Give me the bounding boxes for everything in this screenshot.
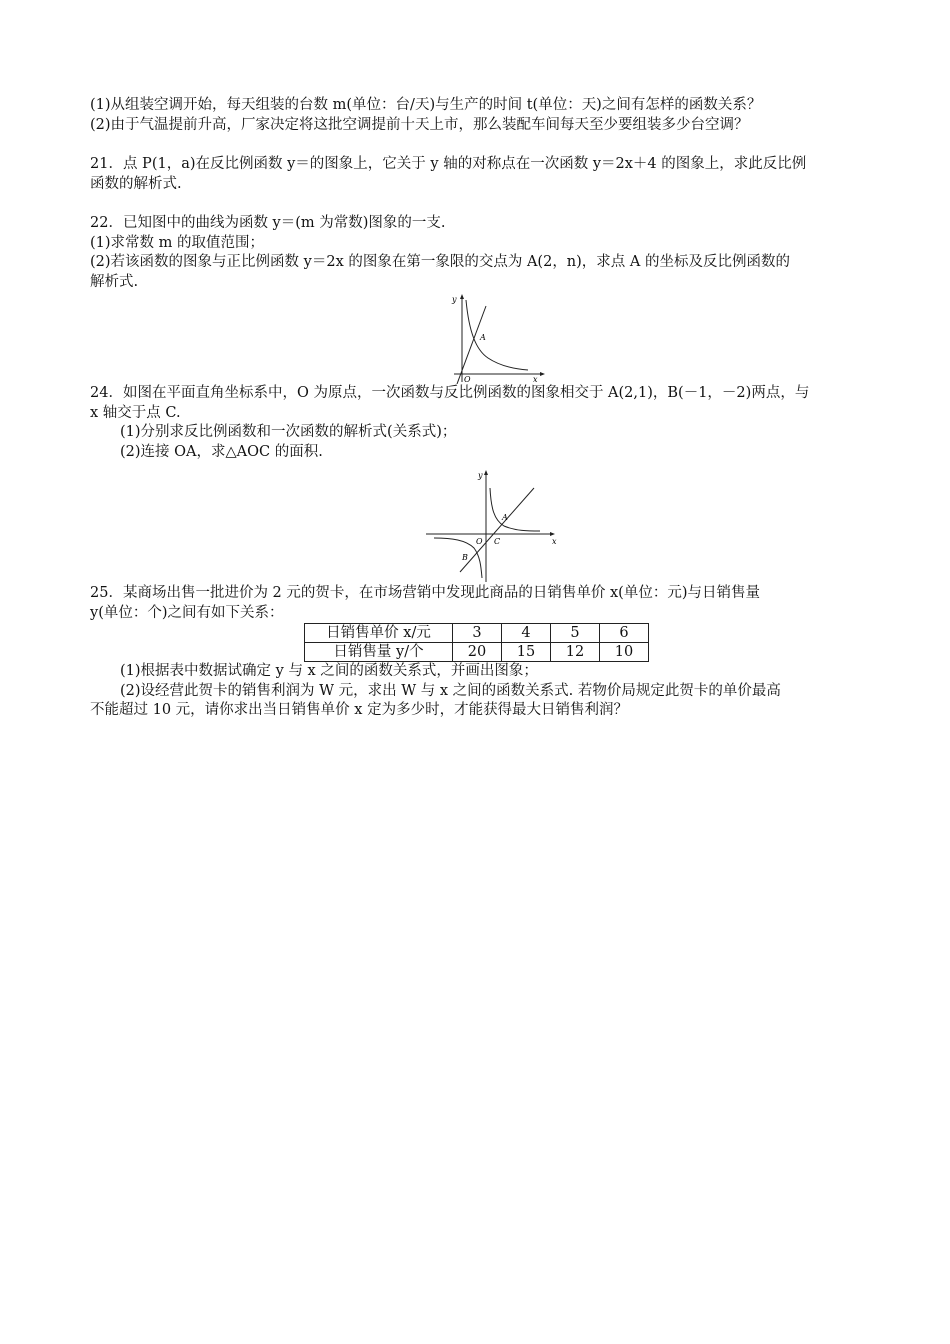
q24-part1: (1)分别求反比例函数和一次函数的解析式(关系式)； [120, 424, 457, 440]
q25-line2: y(单位：个)之间有如下关系： [90, 604, 284, 621]
table-cell: 20 [453, 643, 502, 662]
q24-label-x: x [552, 537, 557, 546]
q22-x-arrow [540, 372, 545, 376]
worksheet-page [90, 96, 862, 721]
table-cell: 6 [600, 624, 649, 643]
q24-x-arrow [550, 532, 555, 536]
q25-part1: (1)根据表中数据试确定 y 与 x 之间的函数关系式，并画出图象； [120, 663, 538, 679]
table-cell: 10 [600, 643, 649, 662]
q24-graph [424, 468, 564, 584]
table-row [305, 643, 649, 662]
q24-line1: 24．如图在平面直角坐标系中，O 为原点，一次函数与反比例函数的图象相交于 A(2,1)，B(－1，－2)两点，与 [90, 385, 810, 401]
q22-line [457, 306, 486, 384]
table-cell: 4 [502, 624, 551, 643]
q25-line1: 25．某商场出售一批进价为 2 元的贺卡，在市场营销中发现此商品的日销售单价 x(单位：元)与日销售量 [90, 585, 760, 601]
q22-figure [90, 292, 862, 384]
q22-graph [442, 292, 562, 384]
q20-part2: (2)由于气温提前升高，厂家决定将这批空调提前十天上市，那么装配车间每天至少要组装多少台空调？ [90, 116, 749, 133]
q24-label-a: A [502, 513, 508, 522]
table-row [305, 624, 649, 643]
q22-label-x: x [533, 375, 538, 384]
q24-label-y: y [478, 471, 483, 480]
q21-line2: 函数的解析式. [90, 175, 182, 192]
q20-part1: (1)从组装空调开始，每天组装的台数 m(单位：台/天)与生产的时间 t(单位：天)之间有怎样的函数关系？ [90, 97, 762, 113]
q24-label-c: C [494, 537, 501, 546]
q22-stem: 22．已知图中的曲线为函数 y＝(m 为常数)图象的一支. [90, 215, 446, 231]
q24-line2: x 轴交于点 C. [90, 404, 181, 421]
q22-label-a: A [480, 333, 486, 342]
q24-y-arrow [484, 470, 488, 475]
q24-figure [90, 462, 862, 584]
table-cell: 5 [551, 624, 600, 643]
q24-label-o: O [476, 537, 483, 546]
q22-y-arrow [460, 294, 464, 299]
table-header-volume: 日销售量 y/个 [305, 643, 453, 662]
q25-part2-line1: (2)设经营此贺卡的销售利润为 W 元，求出 W 与 x 之间的函数关系式. 若物价局规定此贺卡的单价最高 [120, 682, 781, 699]
table-cell: 3 [453, 624, 502, 643]
q22-label-o: O [464, 375, 471, 384]
table-cell: 12 [551, 643, 600, 662]
q22-part2-line1: (2)若该函数的图象与正比例函数 y＝2x 的图象在第一象限的交点为 A(2，n)，求点 A 的坐标及反比例函数的 [90, 254, 790, 270]
q21-line1: 21．点 P(1，a)在反比例函数 y＝的图象上，它关于 y 轴的对称点在一次函数 y＝2x＋4 的图象上，求此反比例 [90, 156, 807, 172]
q24-part2: (2)连接 OA，求△AOC 的面积. [120, 443, 323, 460]
q22-label-y: y [452, 295, 457, 304]
table-cell: 15 [502, 643, 551, 662]
q22-part1: (1)求常数 m 的取值范围； [90, 234, 265, 251]
sales-table [304, 623, 649, 662]
q24-label-b: B [462, 553, 468, 562]
q22-part2-line2: 解析式. [90, 273, 139, 290]
q25-part2-line2: 不能超过 10 元，请你求出当日销售单价 x 定为多少时，才能获得最大日销售利润？ [90, 702, 629, 718]
table-header-price: 日销售单价 x/元 [305, 624, 453, 643]
q24-hyperbola-q3 [434, 538, 482, 578]
